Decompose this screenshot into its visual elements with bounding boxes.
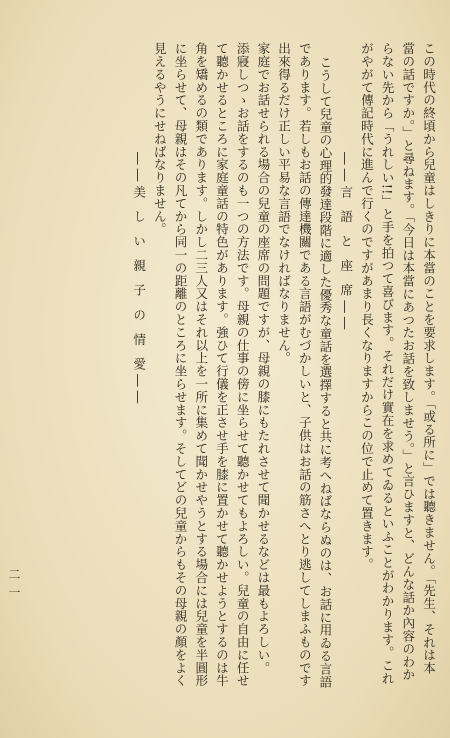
text-line: であります。若しもお話の傳達機關である言語がむづかしいと、子供はお話の筋さへとり逃してしまふものです [296, 42, 312, 687]
text-line: こうして兒童の心理的發達段階に適した優秀な童話を選擇すると共に考へねばならぬのは、お話に用ゐる言語 [317, 56, 333, 689]
vertical-text-block [18, 42, 438, 702]
page-number: 二一 [7, 568, 21, 604]
text-line: 角を矯めるの類であります。しかし二三人又はそれ以上を一所に集めて聞かせやうとする場合には兒童を半圓形 [193, 42, 209, 687]
text-line: この時代の終頃から兒童はしきりに本當のことを要求します。「或る所に」では聽きません。「先生、それは本 [421, 42, 436, 675]
text-line: 家庭でお話せられる場合の兒童の座席の問題ですが、母親の膝にもたれさせて聞かせるなどは最もよろしい。 [255, 42, 271, 675]
text-line: 見えるやうにせねばなりません。 [151, 42, 167, 236]
text-line: 出來得るだけ正しい平易な言語でなければなりません。 [276, 42, 292, 365]
text-line: て聽かせるところに家庭童話の特色があります。強ひて行儀を正させ手を膝に置かせて聽かせようとするのは牛 [213, 42, 229, 687]
text-line: 當の話ですか。」と尋ねます。「今日は本當にあつたお話を致しませう。」と言ひますと、どんな話か內容のわか [400, 42, 416, 681]
section-heading-language-seating: ――言 語 と 座 席―― [338, 152, 354, 334]
text-line: がやがて傳記時代に進んで行くのですがあまり長くなりますからこの位で止めて置きます。 [358, 42, 374, 571]
section-heading-parent-child-love: ――美 し い 親 子 の 情 愛―― [131, 152, 147, 408]
text-line: に坐らせて、母親はその凡てから同一の距離のところに坐らせます。そしてどの兒童からもその母親の顏をよく [172, 42, 188, 687]
text-line: らない先から「うれしい!!」と手を拍つて喜びます。それだけ實在を求めてゐるといふことがわかります。これ [379, 42, 395, 685]
text-line: 添寢しつゝお話をするのも一つの方法です。母親の仕事の傍に坐らせて聽かせてもよろしい。兒童の自由に任せ [234, 42, 250, 687]
